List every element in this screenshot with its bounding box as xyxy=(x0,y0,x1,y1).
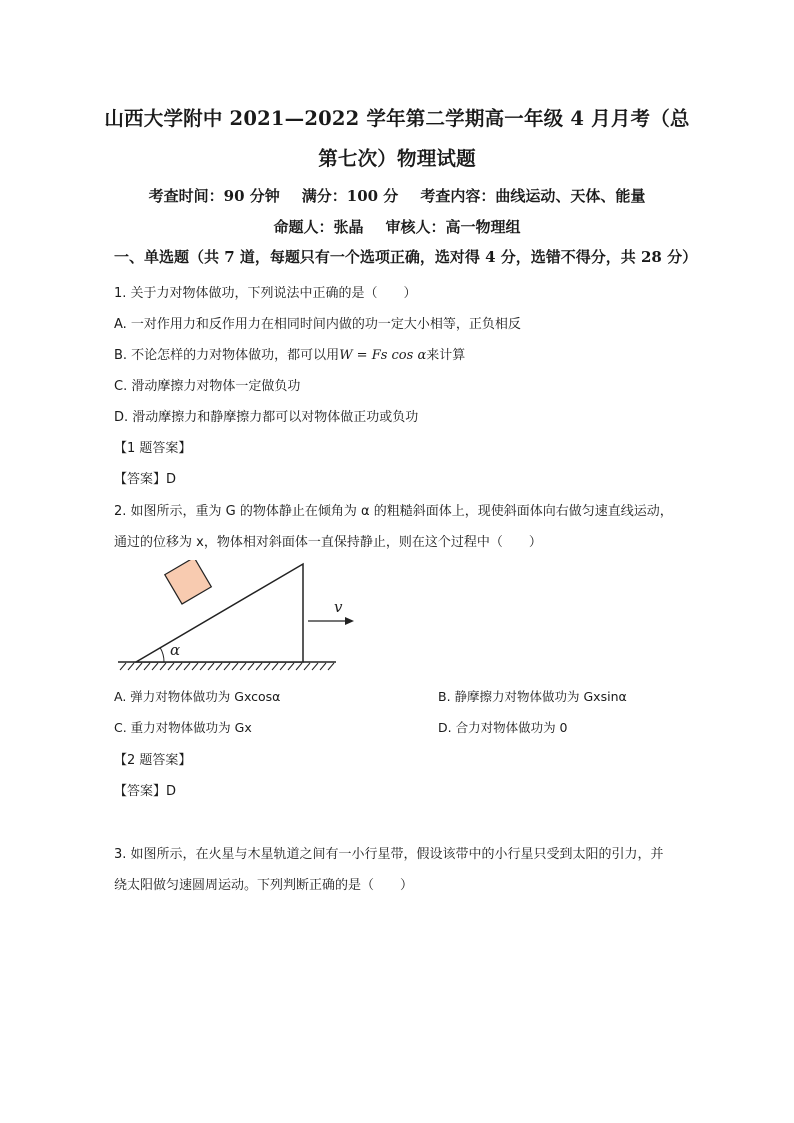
exam-title-line-1: 山西大学附中 2021—2022 学年第二学期高一年级 4 月月考（总 xyxy=(104,107,690,130)
q2-answer: 【答案】D xyxy=(114,784,177,799)
q1-option-b-suffix: 来计算 xyxy=(426,348,466,363)
block xyxy=(165,560,212,604)
exam-author: 命题人：张晶 xyxy=(273,218,364,236)
angle-label: α xyxy=(170,641,181,659)
q2-option-b: B. 静摩擦力对物体做功为 Gxsinα xyxy=(438,689,627,704)
section-heading: 一、单选题（共 7 道，每题只有一个选项正确，选对得 4 分，选错不得分，共 28 分） xyxy=(114,248,698,266)
q2-stem-line-1: 2. 如图所示，重为 G 的物体静止在倾角为 α 的粗糙斜面体上，现使斜面体向右做匀速直线运动， xyxy=(114,504,673,519)
q3-stem-line-2: 绕太阳做匀速圆周运动。下列判断正确的是（ ） xyxy=(114,878,414,893)
q2-answer-tag: 【2 题答案】 xyxy=(114,753,192,768)
exam-content: 考查内容：曲线运动、天体、能量 xyxy=(420,187,646,205)
incline-figure xyxy=(112,560,362,672)
exam-reviewer: 审核人：高一物理组 xyxy=(385,218,521,236)
q3-stem-line-1: 3. 如图所示，在火星与木星轨道之间有一小行星带，假设该带中的小行星只受到太阳的引力，并 xyxy=(114,847,664,862)
q1-option-b-formula: W = Fs cos α xyxy=(339,348,427,363)
velocity-arrow-head xyxy=(345,617,354,625)
q1-answer-tag: 【1 题答案】 xyxy=(114,441,192,456)
q2-option-c: C. 重力对物体做功为 Gx xyxy=(114,720,252,735)
exam-meta-row-2 xyxy=(100,216,694,237)
exam-title-line-2: 第七次）物理试题 xyxy=(318,147,476,170)
q1-answer: 【答案】D xyxy=(114,472,177,487)
exam-time: 考查时间：90 分钟 xyxy=(148,187,280,205)
q1-option-d: D. 滑动摩擦力和静摩擦力都可以对物体做正功或负功 xyxy=(114,410,419,425)
q1-option-b xyxy=(114,344,465,363)
q2-stem-line-2: 通过的位移为 x，物体相对斜面体一直保持静止，则在这个过程中（ ） xyxy=(114,535,542,550)
ground-hatching xyxy=(118,662,336,670)
q2-option-d: D. 合力对物体做功为 0 xyxy=(438,720,568,735)
q1-option-a: A. 一对作用力和反作用力在相同时间内做的功一定大小相等，正负相反 xyxy=(114,317,521,332)
incline-wedge xyxy=(136,564,303,662)
velocity-label: v xyxy=(334,598,343,616)
q1-stem: 1. 关于力对物体做功，下列说法中正确的是（ ） xyxy=(114,286,417,301)
q2-option-a: A. 弹力对物体做功为 Gxcosα xyxy=(114,689,281,704)
exam-score: 满分：100 分 xyxy=(301,187,399,205)
q1-option-b-prefix: B. 不论怎样的力对物体做功，都可以用 xyxy=(114,348,340,363)
q1-option-c: C. 滑动摩擦力对物体一定做负功 xyxy=(114,379,301,394)
exam-meta-row-1 xyxy=(100,185,694,206)
